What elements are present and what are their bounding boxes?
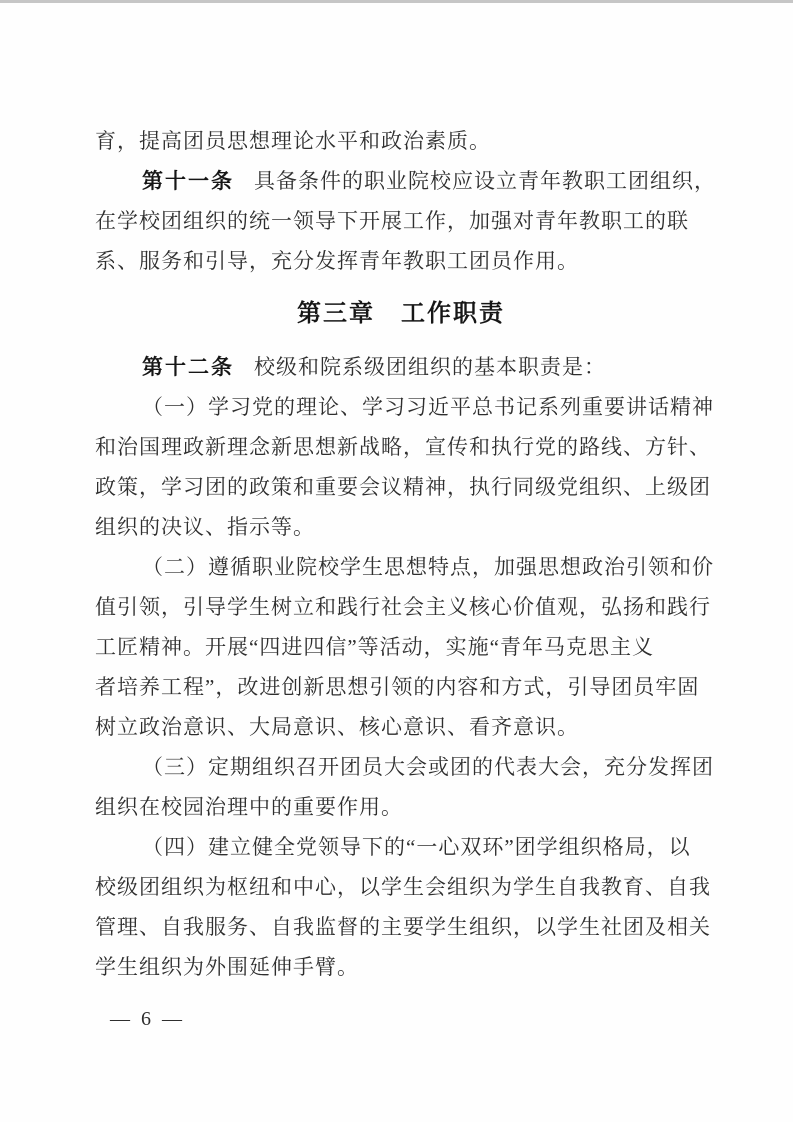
item-1-line: 和治国理政新理念新思想新战略，宣传和执行党的路线、方针、 [95,435,711,459]
item-2-line: 值引领，引导学生树立和践行社会主义核心价值观，弘扬和践行 [95,595,711,619]
article-12-term: 第十二条 [142,356,234,379]
article-11-line: 系、服务和引导，充分发挥青年教职工团员作用。 [95,249,579,273]
item-2-line: 树立政治意识、大局意识、核心意识、看齐意识。 [95,715,579,739]
item-1-line: 政策，学习团的政策和重要会议精神，执行同级党组织、上级团 [95,475,711,499]
chapter-title: 工作职责 [401,300,505,327]
chapter-heading [95,293,707,335]
article-11-term: 第十一条 [142,170,234,193]
page-number: — 6 — [110,1008,185,1030]
scan-edge-artifact [0,0,793,3]
item-4-line: 学生组织为外围延伸手臂。 [95,955,359,979]
item-2-line: 者培养工程”，改进创新思想引领的内容和方式，引导团员牢固 [95,675,700,699]
item-3-line: （三）定期组织召开团员大会或团的代表大会，充分发挥团 [142,755,714,779]
article-12-first-line-text: 校级和院系级团组织的基本职责是： [254,355,606,379]
item-3-line: 组织在校园治理中的重要作用。 [95,795,403,819]
item-4-line: 管理、自我服务、自我监督的主要学生组织，以学生社团及相关 [95,915,711,939]
chapter-number: 第三章 [297,300,375,327]
item-2-line: （二）遵循职业院校学生思想特点，加强思想政治引领和价 [142,555,714,579]
document-body [95,121,716,987]
item-4-line: 校级团组织为枢纽和中心，以学生会组织为学生自我教育、自我 [95,875,711,899]
item-4-line: （四）建立健全党领导下的“一心双环”团学组织格局，以 [142,835,691,859]
intro-tail-line: 育，提高团员思想理论水平和政治素质。 [95,129,491,153]
item-2-line: 工匠精神。开展“四进四信”等活动，实施“青年马克思主义 [95,635,654,659]
article-11-line: 在学校团组织的统一领导下开展工作，加强对青年教职工的联 [95,209,689,233]
item-1-line: 组织的决议、指示等。 [95,515,315,539]
article-12-first-line [95,347,707,387]
item-1-line: （一）学习党的理论、学习习近平总书记系列重要讲话精神 [142,395,714,419]
article-11-first-line-text: 具备条件的职业院校应设立青年教职工团组织， [254,169,716,193]
article-11-first-line [95,161,716,201]
